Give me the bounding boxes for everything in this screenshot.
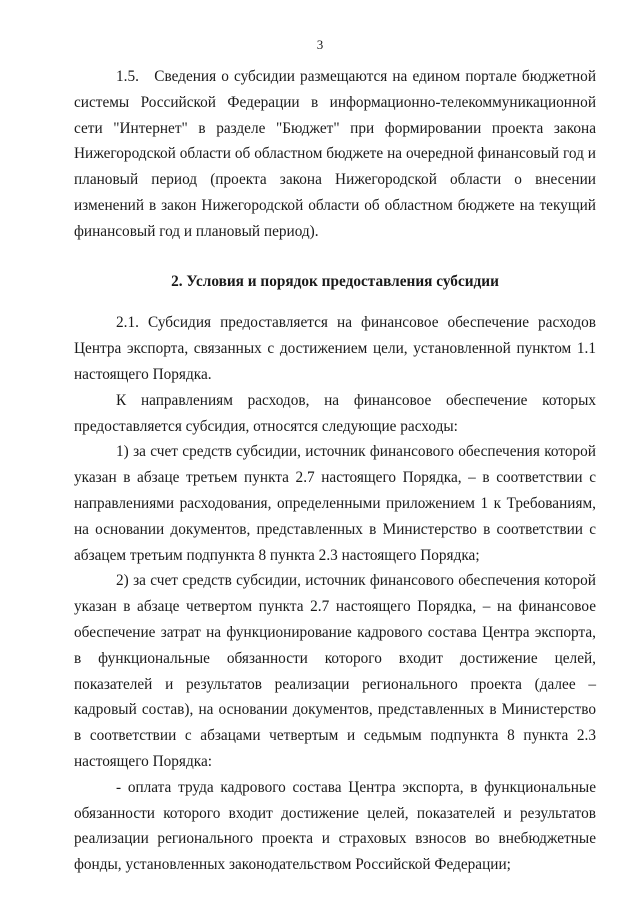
paragraph-expense-directions: К направлениям расходов, на финансовое обеспечение которых предоставляется субсидия, относятся следующие расходы: xyxy=(74,391,596,435)
list-item-2: 2) за счет средств субсидии, источник финансового обеспечения которой указан в абзаце четвертом пункта 2.7 настоящего Порядка, – на финансовое обеспечение затрат на функционирование кадрового состава Центра экспорта, в функциональные обязанности которого входит достижение целей, показателей и результатов реализации регионального проекта (далее – кадровый состав), на основании документов, представленных в Министерство в соответствии с абзацами четвертым и седьмым подпункта 8 пункта 2.3 настоящего Порядка: xyxy=(74,572,596,770)
paragraph-2-1: 2.1. Субсидия предоставляется на финансовое обеспечение расходов Центра экспорта, связанных с достижением цели, установленной пунктом 1.1 настоящего Порядка. xyxy=(74,314,596,383)
list-item-1: 1) за счет средств субсидии, источник финансового обеспечения которой указан в абзаце третьем пункта 2.7 настоящего Порядка, – в соответствии с направлениями расходования, определенными приложением 1 к Требованиям, на основании документов, представленных в Министерство в соответствии с абзацем третьим подпункта 8 пункта 2.3 настоящего Порядка; xyxy=(74,443,596,564)
paragraph-1-5: 1.5. Сведения о субсидии размещаются на едином портале бюджетной системы Российской Федерации в информационно-телекоммуникационной сети "Интернет" в разделе "Бюджет" при формировании проекта закона Нижегородской области об областном бюджете на очередной финансовый год и плановый период (проекта закона Нижегородской области о внесении изменений в закон Нижегородской области об областном бюджете на текущий финансовый год и плановый период). xyxy=(74,68,596,240)
page-number: 3 xyxy=(316,37,324,52)
document-body xyxy=(74,64,596,878)
bullet-item-1: - оплата труда кадрового состава Центра экспорта, в функциональные обязанности которого входит достижение целей, показателей и результатов реализации регионального проекта и страховых взносов во внебюджетные фонды, установленных законодательством Российской Федерации; xyxy=(74,778,596,874)
section-heading: 2. Условия и порядок предоставления субсидии xyxy=(171,272,499,290)
